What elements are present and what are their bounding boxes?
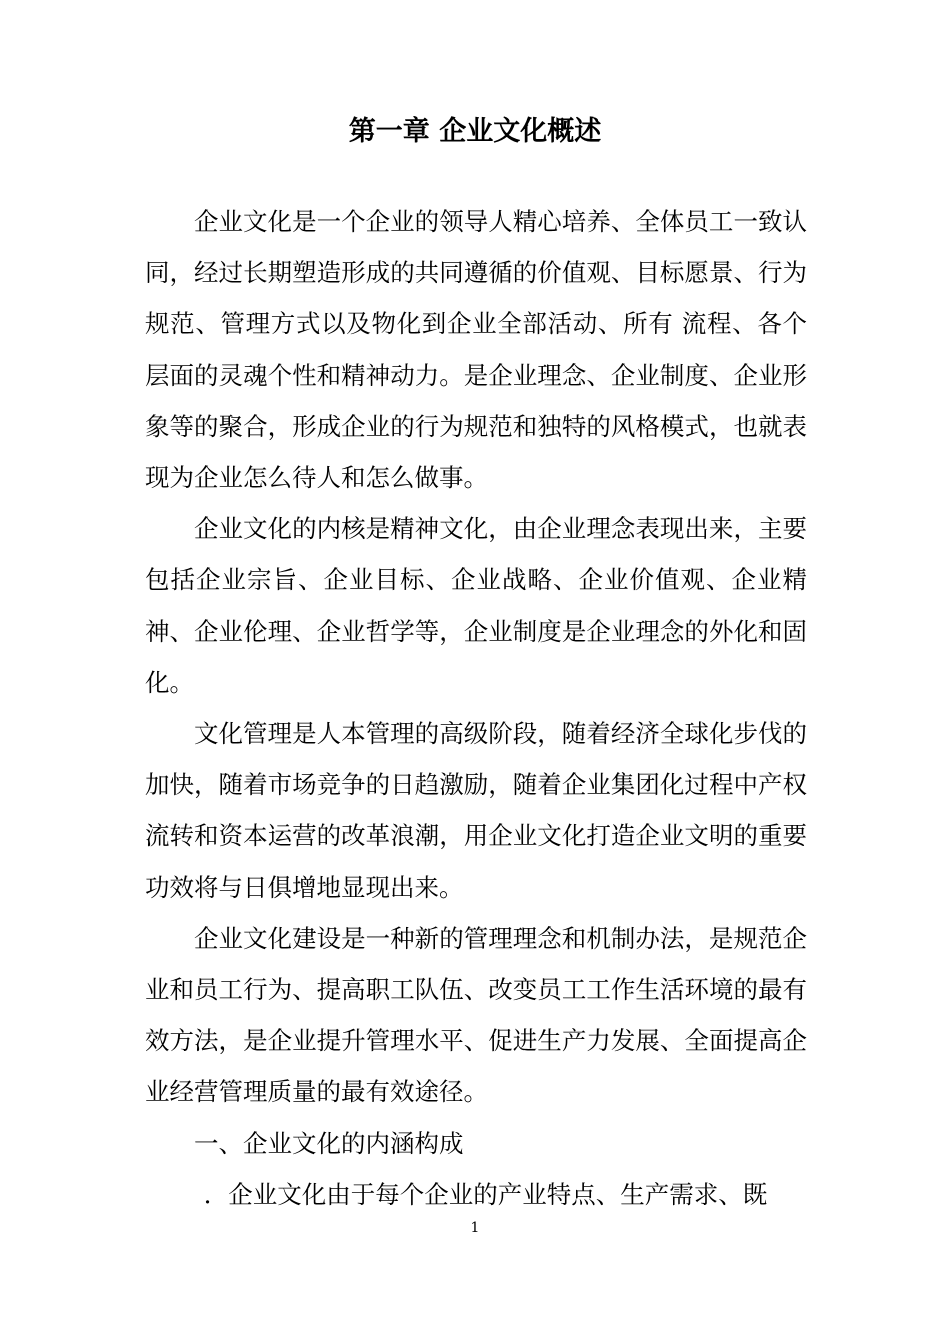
page-number: 1 [470, 1220, 480, 1236]
paragraph-4: 企业文化建设是一种新的管理理念和机制办法，是规范企业和员工行为、提高职工队伍、改变员工工作生活环境的最有效方法，是企业提升管理水平、促进生产力发展、全面提高企业经营管理质量的最有效途径。 [145, 923, 807, 1107]
list-item: ．企业文化由于每个企业的产业特点、生产需求、既 [203, 1179, 768, 1209]
document-body [145, 196, 807, 1220]
section-heading: 一、企业文化的内涵构成 [194, 1128, 464, 1158]
paragraph-2: 企业文化的内核是精神文化，由企业理念表现出来，主要包括企业宗旨、企业目标、企业战略、企业价值观、企业精神、企业伦理、企业哲学等，企业制度是企业理念的外化和固化。 [145, 514, 807, 697]
paragraph-1: 企业文化是一个企业的领导人精心培养、全体员工一致认同，经过长期塑造形成的共同遵循的价值观、目标愿景、行为规范、管理方式以及物化到企业全部活动、所有 流程、各个层面的灵魂个性和精神动力。是企业理念、企业制度、企业形象等的聚合，形成企业的行为规范和独特的风格模式，也就表现为企业怎么待人和怎么做事。 [145, 207, 807, 493]
paragraph-3: 文化管理是人本管理的高级阶段，随着经济全球化步伐的加快，随着市场竞争的日趋激励，随着企业集团化过程中产权流转和资本运营的改革浪潮，用企业文化打造企业文明的重要功效将与日俱增地显现出来。 [145, 719, 807, 902]
chapter-title: 第一章 企业文化概述 [348, 116, 602, 147]
